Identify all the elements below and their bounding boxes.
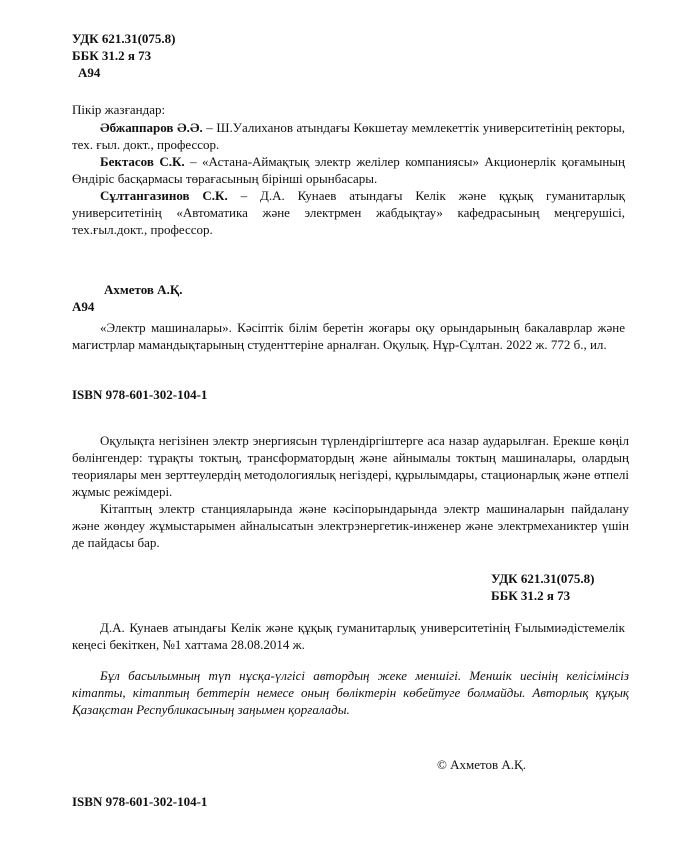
bbk-code: ББК 31.2 я 73	[72, 48, 152, 63]
book-code: А94	[72, 299, 95, 314]
copyright-notice: Бұл басылымның түп нұсқа-үлгісі автордың жеке меншігі. Меншік иесінің келісімінсіз кітапты, кітаптың беттерін немесе оның бөліктерін көбейтуге болмайды. Авторлық құқық Қазақстан Республикасының заңымен қорғалады.	[72, 668, 629, 717]
book-description: «Электр машиналары». Кәсіптік білім беретін жоғары оқу орындарының бакалаврлар және магистрлар мамандықтарының студенттеріне арналған. Оқулық. Нұр-Сұлтан. 2022 ж. 772 б., ил.	[72, 320, 625, 352]
reviewer-name: Сұлтангазинов С.К.	[100, 188, 228, 203]
footer-udk-code: УДК 621.31(075.8)	[491, 571, 595, 586]
reviewer-item	[72, 119, 625, 153]
reviewer-text: – Д.А. Кунаев атындағы Келік және құқық гуманитарлық университетінің «Автоматика және электрмен жабдықтау» кафедрасының меңгерушісі, тех.ғыл.докт., профессор.	[72, 188, 625, 237]
reviewer-item	[72, 153, 625, 187]
udk-code: УДК 621.31(075.8)	[72, 31, 176, 46]
reviewer-text: – Ш.Уалиханов атындағы Көкшетау мемлекеттік университетінің ректоры, тех. ғыл. докт., профессор.	[72, 120, 626, 152]
reviewer-name: Бектасов С.К.	[100, 154, 185, 169]
reviewers-list	[72, 119, 625, 238]
reviewers-label: Пікір жазғандар:	[72, 102, 166, 117]
annotation-paragraph: Оқулықта негізінен электр энергиясын түрлендіргіштерге аса назар аударылған. Ерекше көңіл бөлінгендер: тұрақты токтың, трансформатордың және айнымалы токтың машиналары, олардың теориялары мен зерттеулердің методологиялық негіздері, құрылымдары, стационарлық және өтпелі жұмыс режімдері.	[72, 433, 629, 499]
footer-bbk-code: ББК 31.2 я 73	[491, 588, 571, 603]
approval-note: Д.А. Кунаев атындағы Келік және құқық гуманитарлық университетінің Ғылымиәдістемелік кеңесі бекіткен, №1 хаттама 28.08.2014 ж.	[72, 620, 625, 652]
footer-isbn: ISBN 978-601-302-104-1	[72, 794, 208, 809]
book-isbn: ISBN 978-601-302-104-1	[72, 387, 208, 402]
book-author: Ахметов А.Қ.	[104, 282, 183, 297]
annotation	[72, 432, 629, 551]
author-code: А94	[78, 65, 101, 80]
reviewer-text: – «Астана-Аймақтық электр желілер компаниясы» Акционерлік қоғамының Өндіріс басқармасы төрағасының бірінші орынбасары.	[72, 154, 625, 186]
copyright-holder: © Ахметов А.Қ.	[437, 757, 526, 772]
annotation-paragraph: Кітаптың электр станцияларында және кәсіпорындарында электр машиналарын пайдалану және жөндеу жұмыстарымен айналысатын электрэнергетик-инженер және электрмеханиктер үшін де пайдасы бар.	[72, 501, 629, 550]
reviewer-item	[72, 187, 625, 238]
reviewer-name: Әбжаппаров Ә.Ә.	[100, 120, 203, 135]
